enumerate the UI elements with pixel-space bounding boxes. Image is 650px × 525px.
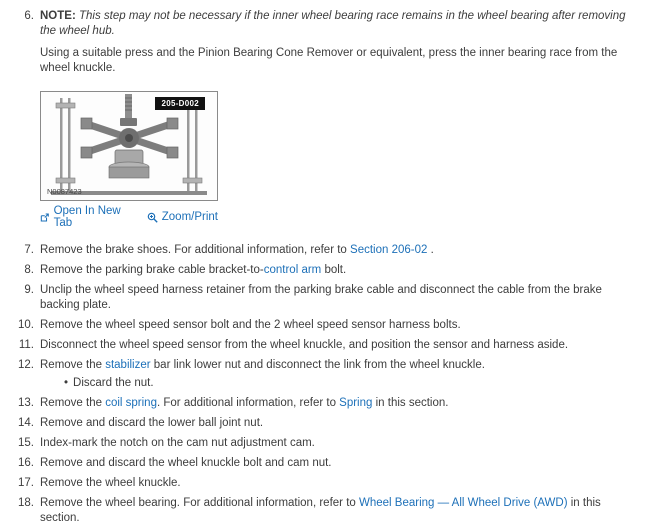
step-number: 16.	[18, 457, 34, 469]
open-in-new-tab-link[interactable]	[40, 205, 131, 229]
inline-link[interactable]: coil spring	[105, 397, 157, 409]
inline-link[interactable]: stabilizer	[105, 358, 151, 371]
open-in-new-tab-label: Open In New Tab	[53, 205, 121, 229]
step-row	[10, 358, 640, 391]
step-number: 7.	[24, 244, 34, 256]
step-text: Remove and discard the wheel knuckle bolt and cam nut.	[40, 457, 332, 469]
open-in-new-tab-icon	[40, 212, 50, 223]
figure-block	[40, 91, 218, 229]
step-number: 11.	[18, 338, 34, 351]
figure-image[interactable]	[40, 91, 218, 201]
step-number: 18.	[18, 497, 34, 509]
step-row	[10, 416, 640, 431]
step-text: Remove the stabilizer bar link lower nut and disconnect the link from the wheel knuckle. • Discard the nut.	[40, 358, 485, 389]
step-row	[10, 318, 640, 333]
step-number: 12.	[18, 358, 34, 371]
step-number: 13.	[18, 397, 34, 409]
step-number: 8.	[24, 264, 34, 276]
step-text: Remove the wheel bearing. For additional information, refer to Wheel Bearing — All Wheel Drive (AWD) in this section.	[40, 497, 601, 524]
note-label: NOTE:	[40, 10, 76, 22]
step-text: Remove the wheel speed sensor bolt and the 2 wheel speed sensor harness bolts.	[40, 318, 461, 331]
step-text: Disconnect the wheel speed sensor from the wheel knuckle, and position the sensor and harness aside.	[40, 338, 569, 351]
zoom-icon	[147, 212, 158, 223]
step-text: Remove the brake shoes. For additional information, refer to Section 206-02 .	[40, 244, 434, 256]
step-number: 14.	[18, 417, 34, 429]
step-text: Unclip the wheel speed harness retainer from the parking brake cable and disconnect the cable from the brake backing plate.	[40, 284, 602, 311]
step-row	[10, 263, 640, 278]
bullet-item: • Discard the nut.	[64, 377, 154, 389]
step-text: Remove the coil spring. For additional information, refer to Spring in this section.	[40, 397, 449, 409]
step-number: 9.	[24, 284, 34, 296]
inline-link[interactable]: Spring	[339, 397, 373, 409]
step-text: Remove the wheel knuckle.	[40, 477, 181, 489]
steps-list	[10, 243, 640, 525]
step-note	[10, 9, 640, 76]
figure-callout: 205-D002	[155, 97, 205, 110]
step-row	[10, 396, 640, 411]
inline-link[interactable]: control arm	[263, 264, 322, 276]
figure-links	[40, 205, 218, 229]
bullet-dot-icon: •	[64, 377, 69, 389]
step-row	[10, 338, 640, 353]
step-number: 6.	[24, 10, 34, 22]
step-row	[10, 243, 640, 258]
step-row	[10, 436, 640, 451]
step-row	[10, 283, 640, 312]
step-row	[10, 496, 640, 525]
step-text: Remove and discard the lower ball joint nut.	[40, 417, 264, 429]
step-text: Remove the parking brake cable bracket-to-control arm bolt.	[40, 264, 347, 276]
note-text: This step may not be necessary if the inner wheel bearing race remains in the wheel bearing after removing the wheel hub.	[40, 10, 626, 37]
step-number: 17.	[18, 477, 34, 489]
inline-link[interactable]: Section 206-02	[350, 244, 428, 256]
figure-id: N0087423	[47, 187, 82, 196]
instruction-text: Using a suitable press and the Pinion Bearing Cone Remover or equivalent, press the inner bearing race from the wheel knuckle.	[40, 47, 618, 74]
step-row	[10, 476, 640, 491]
step-number: 15.	[18, 437, 34, 449]
step-number: 10.	[18, 318, 34, 331]
zoom-print-label: Zoom/Print	[161, 211, 218, 223]
step-text: Index-mark the notch on the cam nut adjustment cam.	[40, 437, 315, 449]
zoom-print-link[interactable]	[147, 211, 218, 223]
inline-link[interactable]: Wheel Bearing — All Wheel Drive (AWD)	[358, 497, 568, 509]
step-row	[10, 456, 640, 471]
